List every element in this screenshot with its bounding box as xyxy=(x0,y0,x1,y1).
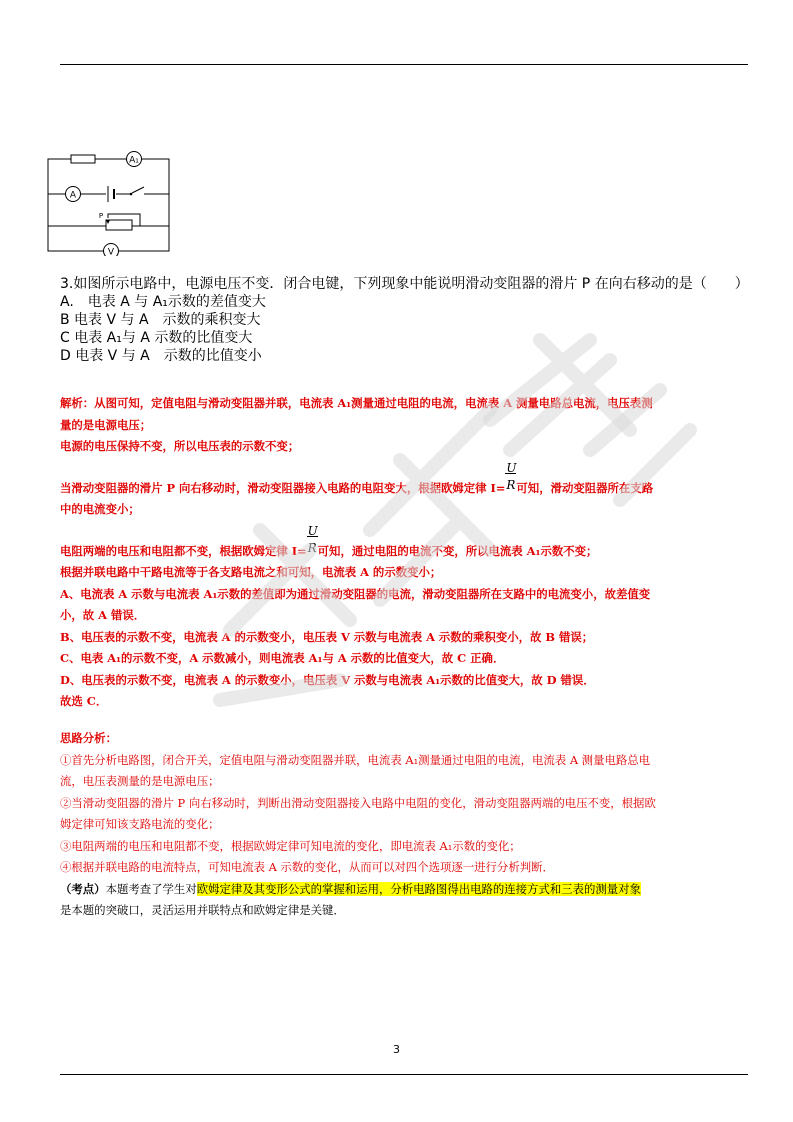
analysis-line: 中的电流变小； xyxy=(60,502,140,516)
fraction-denominator: R xyxy=(307,540,317,555)
ohm-fraction xyxy=(505,460,517,492)
meter-a1-label: A₁ xyxy=(129,155,139,166)
thought-line: ④根据并联电路的电流特点，可知电流表 A 示数的变化，从而可以对四个选项逐一进行分析判断． xyxy=(60,860,554,874)
analysis-line: C、电表 A₁的示数不变，A 示数减小，则电流表 A₁与 A 示数的比值变大，故 C 正确． xyxy=(60,651,505,665)
option-c: C 电表 A₁与 A 示数的比值变大 xyxy=(60,330,253,346)
page-number: 3 xyxy=(393,1043,400,1056)
question-block xyxy=(60,275,760,365)
fraction-denominator: R xyxy=(506,477,516,492)
ohm-fraction xyxy=(307,523,318,555)
option-a: A. 电表 A 与 A₁示数的差值变大 xyxy=(60,294,266,310)
analysis-text: 电阻两端的电压和电阻都不变，根据欧姆定律 I= xyxy=(60,543,307,558)
thought-line: ②当滑动变阻器的滑片 P 向右移动时，判断出滑动变阻器接入电路中电阻的变化，滑动变阻器两端的电压不变，根据欧 xyxy=(60,795,656,810)
question-stem: 3.如图所示电路中，电源电压不变．闭合电键，下列现象中能说明滑动变阻器的滑片 P 在向右移动的是（ ） xyxy=(60,276,749,292)
footer-rule xyxy=(60,1074,748,1075)
analysis-text: 可知，滑动变阻器所在支路 xyxy=(516,480,654,495)
circuit-diagram xyxy=(44,148,176,256)
analysis-line: B、电压表的示数不变，电流表 A 的示数变小，电压表 V 示数与电流表 A 示数的乘积变小，故 B 错误； xyxy=(60,629,594,644)
thought-block xyxy=(60,728,752,922)
analysis-line: D、电压表的示数不变，电流表 A 的示数变小，电压表 V 示数与电流表 A₁示数的比值变大，故 D 错误． xyxy=(60,672,595,687)
key-point-text: 本题考查了学生对 xyxy=(105,881,197,896)
meter-v-label: V xyxy=(107,247,115,256)
thought-line: ③电阻两端的电压和电阻都不变，根据欧姆定律可知电流的变化，即电流表 A₁示数的变化； xyxy=(60,838,521,853)
fraction-numerator: U xyxy=(506,460,517,475)
header-rule xyxy=(60,64,748,65)
analysis-line: 量的是电源电压； xyxy=(60,417,152,432)
thought-heading: 思路分析： xyxy=(60,731,117,745)
analysis-line: 解析：从图可知，定值电阻与滑动变阻器并联，电流表 A₁测量通过电阻的电流，电流表 A 测量电路总电流，电压表测 xyxy=(60,396,653,410)
slider-label: P xyxy=(98,212,104,220)
analysis-line: A、电流表 A 示数与电流表 A₁示数的差值即为通过滑动变阻器的电流，滑动变阻器所在支路中的电流变小，故差值变 xyxy=(60,586,651,601)
key-point-highlight: 欧姆定律及其变形公式的掌握和运用，分析电路图得出电路的连接方式和三表的测量对象 xyxy=(196,881,641,896)
analysis-line: 电源的电压保持不变，所以电压表的示数不变； xyxy=(60,439,300,453)
key-point-line xyxy=(60,879,752,901)
analysis-text: 可知，通过电阻的电流不变，所以电流表 A₁示数不变； xyxy=(317,543,598,558)
option-d: D 电表 V 与 A 示数的比值变小 xyxy=(60,348,262,364)
fraction-numerator: U xyxy=(307,523,318,538)
thought-line: 姆定律可知该支路电流的变化； xyxy=(60,817,220,831)
thought-line: 流，电压表测量的是电源电压； xyxy=(60,774,220,788)
key-point-label: （考点） xyxy=(60,881,106,896)
analysis-answer: 故选 C． xyxy=(60,694,108,708)
analysis-line-ohm-resistor xyxy=(60,523,750,563)
meter-a-label: A xyxy=(69,190,77,201)
analysis-line-ohm-rheostat xyxy=(60,460,750,500)
analysis-text: 当滑动变阻器的滑片 P 向右移动时，滑动变阻器接入电路的电阻变大，根据欧姆定律 I= xyxy=(60,480,506,495)
analysis-block xyxy=(60,393,750,713)
thought-line: ①首先分析电路图，闭合开关，定值电阻与滑动变阻器并联，电流表 A₁测量通过电阻的电流，电流表 A 测量电路总电 xyxy=(60,752,651,767)
analysis-line: 小，故 A 错误． xyxy=(60,608,146,622)
option-b: B 电表 V 与 A 示数的乘积变大 xyxy=(60,312,261,328)
analysis-line: 根据并联电路中干路电流等于各支路电流之和可知，电流表 A 的示数变小； xyxy=(60,565,442,579)
key-point-line: 是本题的突破口，灵活运用并联特点和欧姆定律是关键． xyxy=(60,903,345,917)
